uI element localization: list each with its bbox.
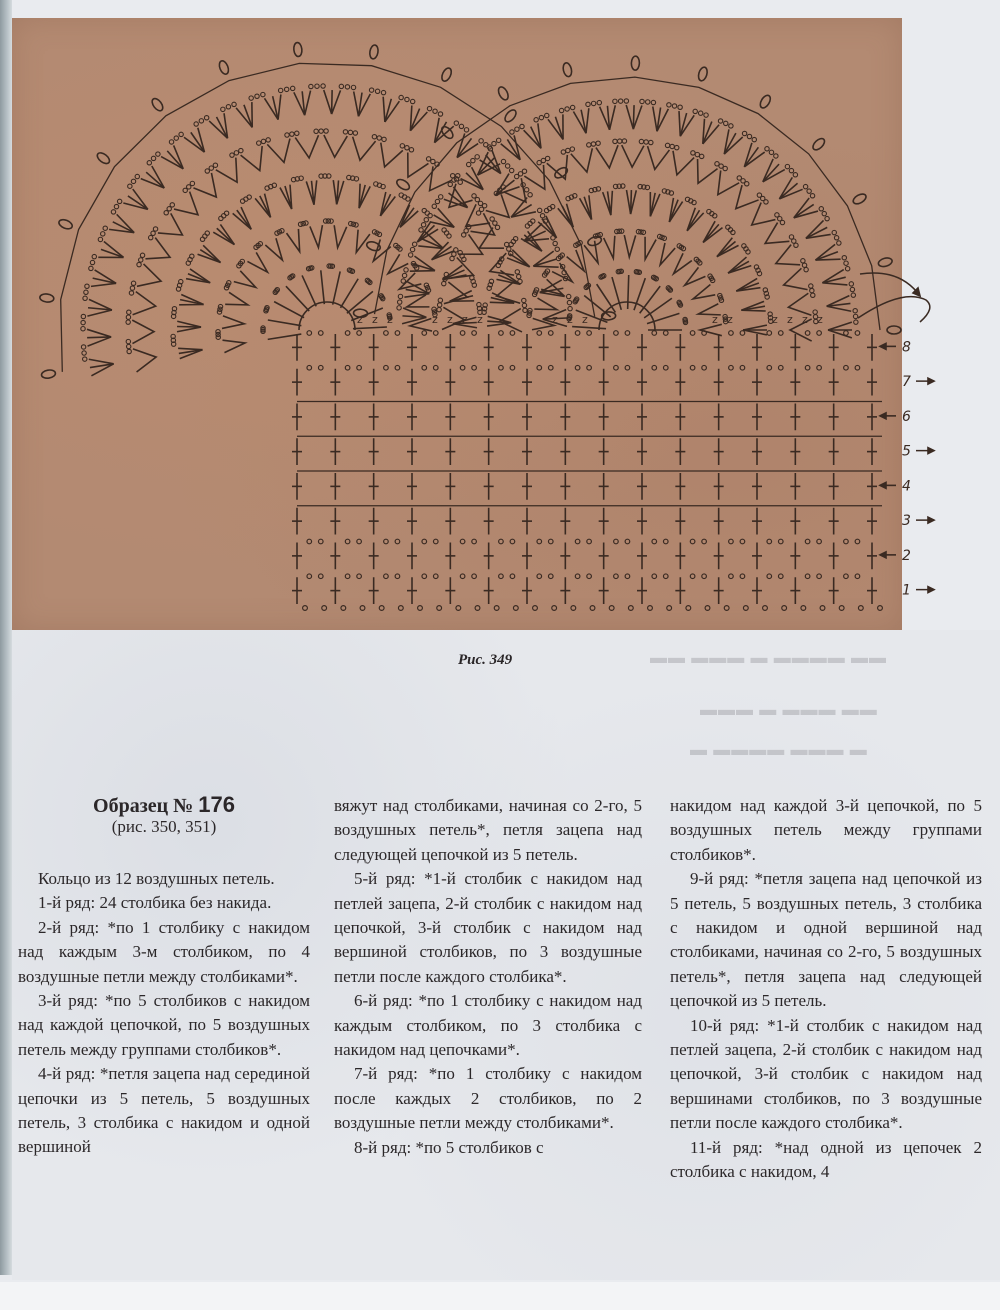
- svg-text:z: z: [727, 313, 733, 326]
- instruction-paragraph: 10-й ряд: *1-й столбик с накидом над петлей зацепа, 2-й столбик с накидом над цепочкой, 3-й столбик с накидом над вершинами столбиков, по 3 воздушные петли после каждого столбика*.: [670, 1015, 982, 1133]
- svg-text:z: z: [357, 313, 363, 326]
- bleed-through-text: ▬▬ ▬▬▬ ▬ ▬▬▬▬ ▬▬: [650, 648, 887, 667]
- instruction-paragraph: 8-й ряд: *по 5 столбиков с: [354, 1137, 544, 1157]
- svg-text:z: z: [567, 313, 573, 326]
- motif: [353, 56, 901, 341]
- svg-text:z: z: [802, 313, 808, 326]
- svg-text:z: z: [372, 313, 378, 326]
- instruction-paragraph: накидом над каждой 3-й цепочкой, по 5 воздушных петель между группами столбиков*.: [670, 796, 982, 864]
- instruction-paragraph: 11-й ряд: *над одной из цепочек 2 столбика с накидом, 4: [670, 1137, 982, 1182]
- paragraphs-col3: [670, 794, 982, 1185]
- row-number-label: 6: [902, 408, 911, 425]
- svg-text:z: z: [447, 313, 453, 326]
- row-number-label: 1: [902, 582, 911, 599]
- svg-text:z: z: [552, 313, 558, 326]
- instruction-paragraph: 5-й ряд: *1-й столбик с накидом над петлей зацепа, 2-й столбик с накидом над цепочкой, 3-й столбик с накидом над вершиной столбиков, по 3 воздушные петли после каждого столбика*.: [334, 869, 642, 986]
- instruction-paragraph: 9-й ряд: *петля зацепа над цепочкой из 5 петель, 5 воздушных петель, 3 столбика с накидом и одной вершиной над столбиками, начиная со 2-го, 5 воздушных петель*, петля зацепа над следующей цепочкой из 5 петель.: [670, 869, 982, 1011]
- bleed-through-text: ▬▬▬ ▬ ▬▬▬ ▬▬: [700, 700, 878, 719]
- svg-text:z: z: [582, 313, 588, 326]
- row-number-label: 8: [902, 339, 911, 356]
- svg-text:z: z: [772, 313, 778, 326]
- crochet-chart-diagram: [12, 18, 911, 630]
- svg-text:z: z: [817, 313, 823, 326]
- row-number-label: 4: [902, 478, 911, 495]
- sample-number: 176: [198, 792, 235, 817]
- instruction-paragraph: 6-й ряд: *по 1 столбику с накидом над каждым столбиком, по 3 столбика с накидом над цепочками*.: [334, 991, 642, 1060]
- instruction-paragraph: 3-й ряд: *по 5 столбиков с накидом над каждой цепочкой, по 5 воздушных петель между группами столбиков*.: [18, 991, 310, 1059]
- text-column-3: [670, 794, 982, 1185]
- crochet-chart-figure: [12, 18, 911, 630]
- row-number-label: 2: [902, 547, 911, 564]
- page-bottom-margin: [0, 1282, 1000, 1310]
- svg-text:z: z: [432, 313, 438, 326]
- sample-figure-reference: (рис. 350, 351): [111, 817, 217, 836]
- instruction-paragraph: Кольцо из 12 воздушных петель.: [38, 869, 275, 888]
- motif: [39, 42, 615, 379]
- row-number-label: 3: [902, 513, 911, 530]
- page-binding-edge: [0, 0, 12, 1275]
- row-number-label: 5: [902, 443, 911, 460]
- svg-text:z: z: [387, 313, 393, 326]
- text-column-2: [334, 794, 642, 1160]
- svg-text:z: z: [787, 313, 793, 326]
- bleed-through-text: ▬ ▬▬▬▬ ▬▬▬ ▬: [690, 740, 868, 759]
- instruction-paragraph: 1-й ряд: 24 столбика без накида.: [38, 893, 272, 913]
- row-number-label: 7: [902, 374, 911, 391]
- instruction-paragraph: вяжут над столбиками, начиная со 2-го, 5 воздушных петель*, петля зацепа над следующей цепочкой из 5 петель.: [334, 796, 642, 864]
- svg-text:z: z: [462, 313, 468, 326]
- sample-title-prefix: Образец №: [93, 795, 194, 817]
- chart-ink: [39, 42, 934, 610]
- figure-caption: Рис. 349: [458, 652, 513, 668]
- instruction-paragraph: 7-й ряд: *по 1 столбику с накидом после каждых 2 столбиков, по 2 воздушные петли между столбиками*.: [334, 1064, 642, 1133]
- paragraphs-col1: [18, 867, 310, 1160]
- text-column-1: [18, 794, 310, 1160]
- svg-text:z: z: [477, 313, 483, 326]
- paragraphs-col2: [334, 794, 642, 1160]
- instruction-paragraph: 2-й ряд: *по 1 столбику с накидом над каждым 3-м столбиком, по 4 воздушные петли между столбиками*.: [18, 917, 310, 986]
- svg-text:z: z: [712, 313, 718, 326]
- instruction-paragraph: 4-й ряд: *петля зацепа над серединой цепочки из 5 петель, 5 воздушных петель, 3 столбика с накидом и одной вершиной: [18, 1064, 310, 1157]
- sample-title: [18, 794, 310, 817]
